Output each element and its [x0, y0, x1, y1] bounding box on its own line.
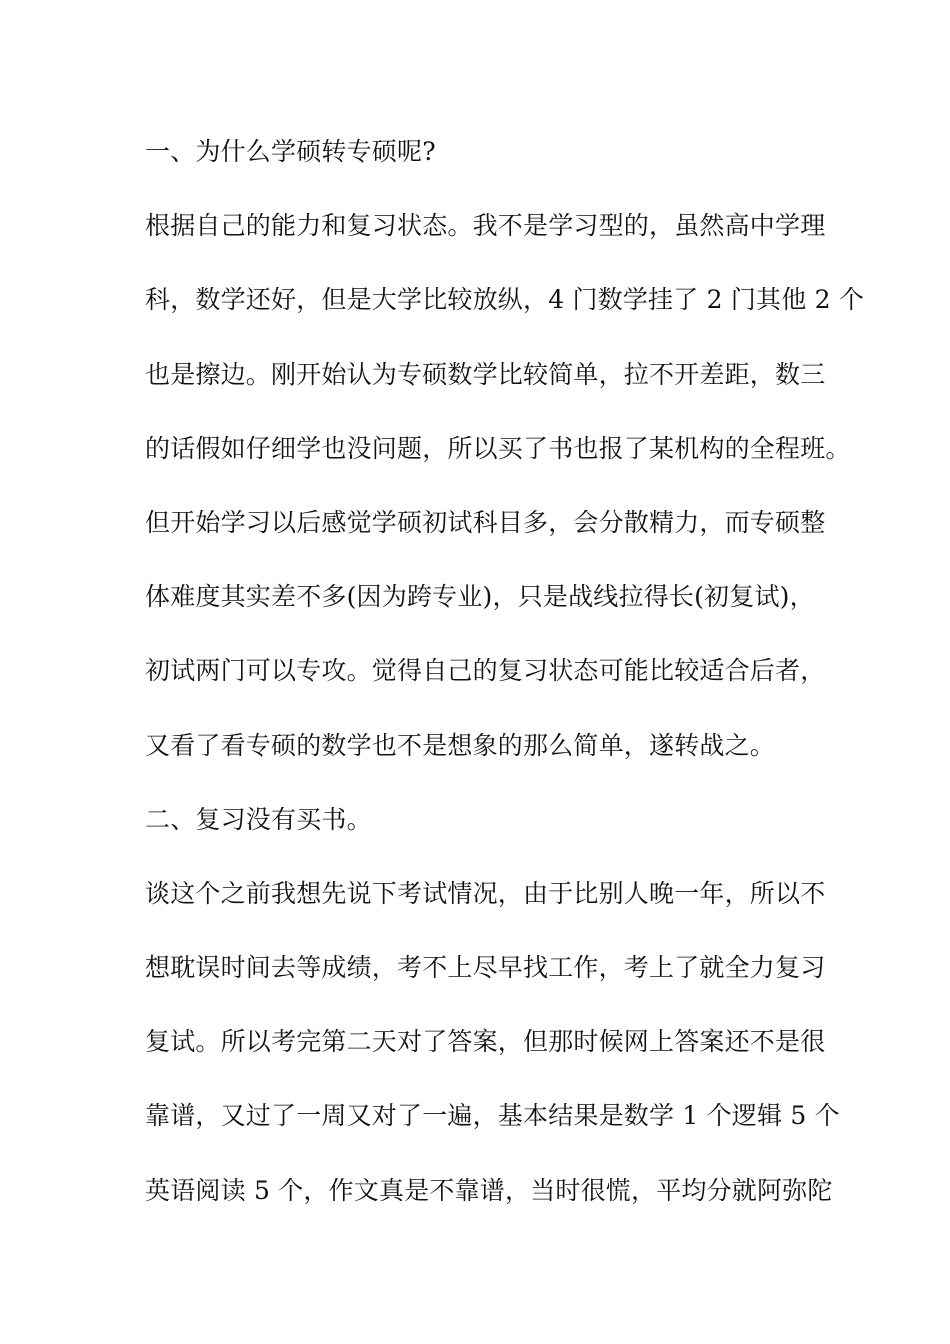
paragraph-line: 初试两门可以专攻。觉得自己的复习状态可能比较适合后者， [145, 656, 826, 686]
document-body [145, 128, 865, 1241]
section-heading-1: 一、为什么学硕转专硕呢? [145, 137, 436, 166]
paragraph-line: 谈这个之前我想先说下考试情况，由于比别人晚一年，所以不 [145, 878, 826, 908]
paragraph-line: 也是擦边。刚开始认为专硕数学比较简单，拉不开差距，数三 [145, 359, 826, 389]
paragraph-line: 科，数学还好，但是大学比较放纵，4 门数学挂了 2 门其他 2 个 [145, 285, 865, 315]
paragraph-line: 但开始学习以后感觉学硕初试科目多，会分散精力，而专硕整 [145, 507, 826, 537]
paragraph-line: 英语阅读 5 个，作文真是不靠谱，当时很慌，平均分就阿弥陀 [145, 1175, 833, 1205]
paragraph-line: 想耽误时间去等成绩，考不上尽早找工作，考上了就全力复习 [145, 953, 826, 983]
paragraph-line: 复试。所以考完第二天对了答案，但那时候网上答案还不是很 [145, 1027, 826, 1057]
paragraph-line: 体难度其实差不多(因为跨专业)，只是战线拉得长(初复试)， [145, 582, 815, 612]
paragraph-line: 的话假如仔细学也没问题，所以买了书也报了某机构的全程班。 [145, 433, 851, 463]
paragraph-line: 靠谱，又过了一周又对了一遍，基本结果是数学 1 个逻辑 5 个 [145, 1101, 840, 1131]
paragraph-line: 又看了看专硕的数学也不是想象的那么简单，遂转战之。 [145, 730, 776, 760]
section-heading-2: 二、复习没有买书。 [145, 804, 372, 834]
paragraph-line: 根据自己的能力和复习状态。我不是学习型的，虽然高中学理 [145, 211, 826, 241]
